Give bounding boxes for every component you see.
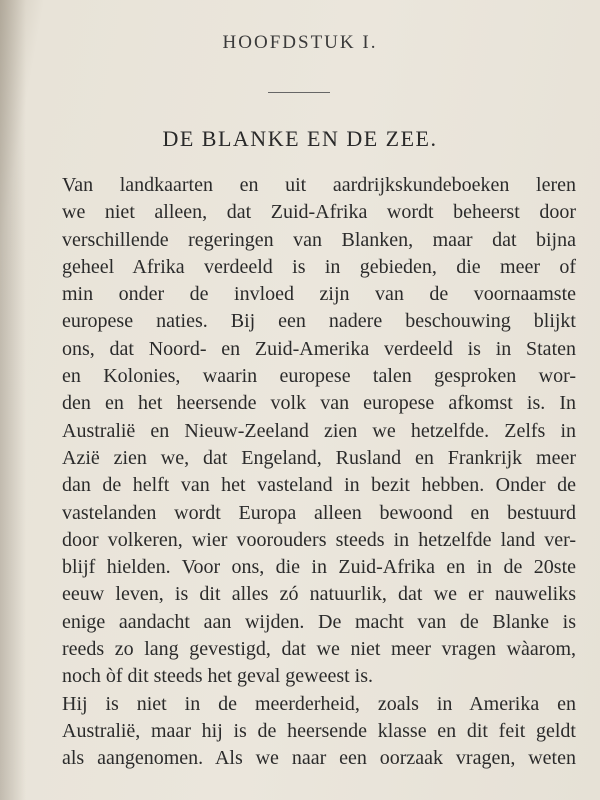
text-line: blijf hielden. Voor ons, die in Zuid-Afrika en in de 20ste: [62, 556, 576, 579]
text-line: en Kolonies, waarin europese talen gesproken wor-: [62, 365, 576, 388]
chapter-heading: HOOFDSTUK I.: [222, 32, 378, 53]
text-line: Azië zien we, dat Engeland, Rusland en Frankrijk meer: [62, 446, 576, 469]
text-line: als aangenomen. Als we naar een oorzaak vragen, weten: [62, 747, 576, 770]
text-line: Hij is niet in de meerderheid, zoals in Amerika en: [62, 692, 576, 715]
section-title: DE BLANKE EN DE ZEE.: [162, 126, 438, 151]
text-line: eeuw leven, is dit alles zó natuurlik, dat we er nauweliks: [62, 583, 576, 606]
text-line: noch òf dit steeds het geval geweest is.: [62, 665, 374, 688]
text-line: door volkeren, wier voorouders steeds in hetzelfde land ver-: [62, 528, 576, 551]
text-line: Australië en Nieuw-Zeeland zien we hetzelfde. Zelfs in: [62, 419, 576, 442]
text-line: den en het heersende volk van europese afkomst is. In: [62, 392, 576, 415]
text-line: min onder de invloed zijn van de voornaamste: [62, 283, 576, 306]
text-line: Australië, maar hij is de heersende klasse en dit feit geldt: [62, 719, 576, 742]
text-line: dan de helft van het vasteland in bezit hebben. Onder de: [62, 474, 576, 497]
text-line: verschillende regeringen van Blanken, maar dat bijna: [62, 228, 576, 251]
text-line: geheel Afrika verdeeld is in gebieden, die meer of: [62, 255, 576, 278]
text-line: enige aandacht aan wijden. De macht van de Blanke is: [62, 610, 576, 633]
text-line: reeds zo lang gevestigd, dat we niet meer vragen wàarom,: [62, 638, 576, 661]
text-line: Van landkaarten en uit aardrijkskundeboeken leren: [62, 174, 576, 196]
page-gutter-shadow: [0, 0, 26, 800]
text-line: europese naties. Bij een nadere beschouwing blijkt: [62, 310, 576, 333]
text-line: we niet alleen, dat Zuid-Afrika wordt beheerst door: [62, 201, 576, 224]
body-text: [62, 172, 576, 773]
text-line: vastelanden wordt Europa alleen bewoond en bestuurd: [62, 501, 576, 524]
text-line: ons, dat Noord- en Zuid-Amerika verdeeld is in Staten: [62, 337, 576, 360]
decorative-rule: [268, 92, 330, 93]
